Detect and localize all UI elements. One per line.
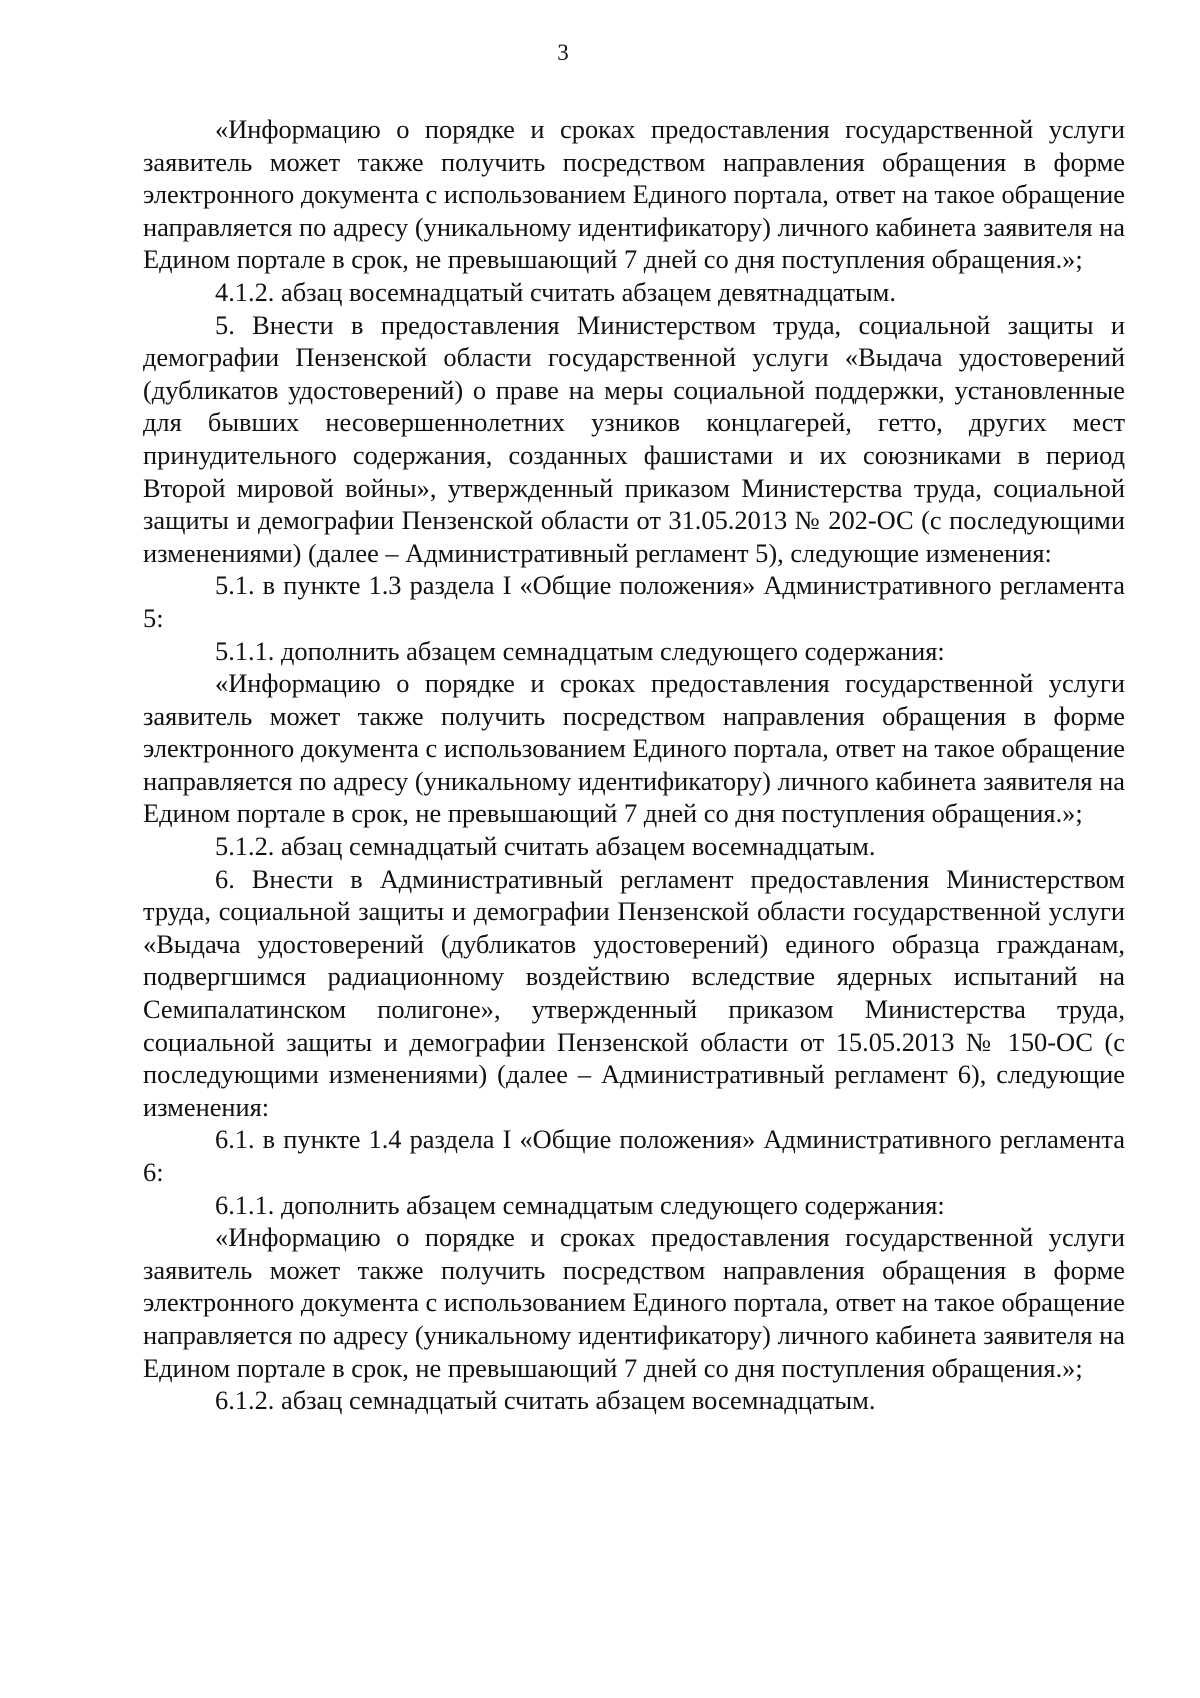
- paragraph-4-1-2: 4.1.2. абзац восемнадцатый считать абзацем девятнадцатым.: [215, 276, 896, 307]
- paragraph-6: 6. Внести в Административный регламент предоставления Министерством труда, социальной защиты и демографии Пензенской области государственной услуги «Выдача удостоверений (дубликатов удостоверений) единого образца гражданам, подвергшимся радиационному воздействию вследствие ядерных испытаний на Семипалатинском полигоне», утвержденный приказом Министерства труда, социальной защиты и демографии Пензенской области от 15.05.2013 № 150-ОС (с последующими изменениями) (далее – Административный регламент 6), следующие изменения:: [143, 863, 1125, 1122]
- paragraph-5-1-2: 5.1.2. абзац семнадцатый считать абзацем восемнадцатым.: [215, 831, 876, 862]
- paragraph-6-1: 6.1. в пункте 1.4 раздела I «Общие положения» Административного регламента 6:: [143, 1124, 1125, 1187]
- paragraph-quoted-info-2: «Информацию о порядке и сроках предоставления государственной услуги заявитель может также получить посредством направления обращения в форме электронного документа с использованием Единого портала, ответ на такое обращение направляется по адресу (уникальному идентификатору) личного кабинета заявителя на Едином портале в срок, не превышающий 7 дней со дня поступления обращения.»;: [143, 668, 1125, 829]
- paragraph-5-1-1: 5.1.1. дополнить абзацем семнадцатым следующего содержания:: [215, 635, 945, 666]
- paragraph-5-1: 5.1. в пункте 1.3 раздела I «Общие положения» Административного регламента 5:: [143, 570, 1125, 633]
- page-number: 3: [557, 40, 569, 65]
- paragraph-quoted-info-3: «Информацию о порядке и сроках предоставления государственной услуги заявитель может также получить посредством направления обращения в форме электронного документа с использованием Единого портала, ответ на такое обращение направляется по адресу (уникальному идентификатору) личного кабинета заявителя на Едином портале в срок, не превышающий 7 дней со дня поступления обращения.»;: [143, 1222, 1125, 1383]
- paragraph-6-1-2: 6.1.2. абзац семнадцатый считать абзацем восемнадцатым.: [215, 1385, 876, 1416]
- paragraph-5: 5. Внести в предоставления Министерством труда, социальной защиты и демографии Пензенской области государственной услуги «Выдача удостоверений (дубликатов удостоверений) о праве на меры социальной поддержки, установленные для бывших несовершеннолетних узников концлагерей, гетто, других мест принудительного содержания, созданных фашистами и их союзниками в период Второй мировой войны», утвержденный приказом Министерства труда, социальной защиты и демографии Пензенской области от 31.05.2013 № 202-ОС (с последующими изменениями) (далее – Административный регламент 5), следующие изменения:: [143, 309, 1125, 568]
- paragraph-quoted-info-1: «Информацию о порядке и сроках предоставления государственной услуги заявитель может также получить посредством направления обращения в форме электронного документа с использованием Единого портала, ответ на такое обращение направляется по адресу (уникальному идентификатору) личного кабинета заявителя на Едином портале в срок, не превышающий 7 дней со дня поступления обращения.»;: [143, 114, 1125, 275]
- document-body: [143, 113, 1125, 1417]
- paragraph-6-1-1: 6.1.1. дополнить абзацем семнадцатым следующего содержания:: [215, 1189, 945, 1220]
